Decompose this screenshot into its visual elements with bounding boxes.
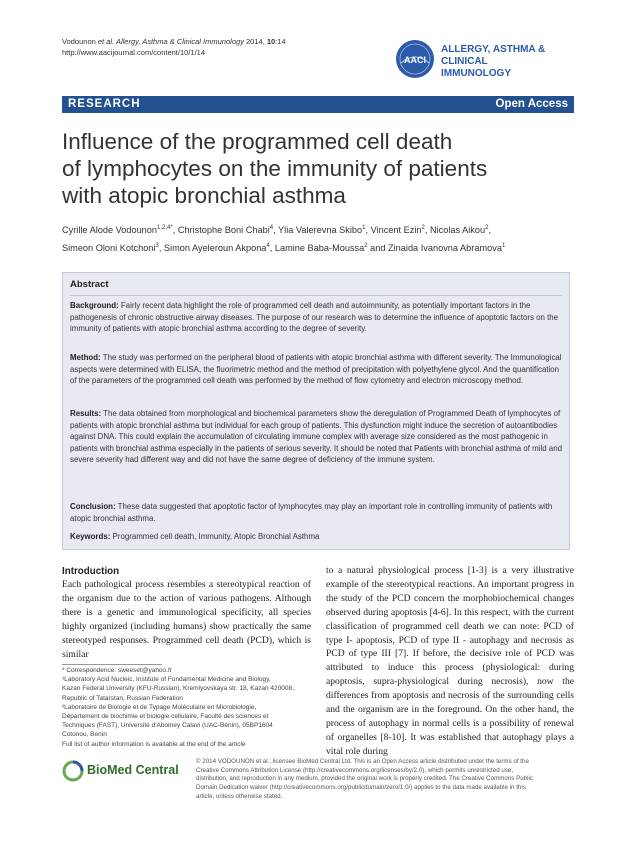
license-line-1: © 2014 VODOUNON et al.; licensee BioMed Central Ltd. This is an Open Access article distributed under the terms of the bbox=[196, 758, 529, 765]
author-info-note: Full list of author information is available at the end of the article bbox=[62, 740, 246, 748]
conclusion-text: These data suggested that apoptotic factor of lymphocytes may play an important role in controlling immunity of patients with atopic bronchial asthma. bbox=[70, 502, 553, 523]
author-separator: , bbox=[273, 225, 279, 236]
author-name: Zinaida Ivanovna Abramova bbox=[388, 243, 502, 254]
introduction-right-column: to a natural physiological process [1-3] is a very illustrative example of the stereotypical reactions. An important progress in the study of the PCD concern the morphobiochemical changes observed during apoptosis [4-6]. In this respect, with the current classification of programmed cell death we can note: PCD of type I- apoptosis, PCD of type II - autophagy and necrosis as PCD of type III [7]. If before, the decisive role of PCD was attributed to induce this process (physiological: during apoptosis, supra-physiological during necrosis), now the differences from apoptosis and necrosis of the surrounding cells and the organism are in the foreground. On the other hand, the process of autophagy in normal cells is a possibility of renewal of organelles [8-10]. It was established that autophagy plays a vital role during bbox=[326, 565, 574, 757]
results-text: The data obtained from morphological and biochemical parameters show the deregulation of Programmed Death of lymphocytes of patients with atopic bronchial asthma but individual for each group of patients. This dysfunction might induce the secretion of autoantibodies against DNA. This could explain the accumulation of circulating immune complex with average size considered as the most pathogenic in patients with bronchial asthma especially in the patients of serious severity. It should be noted that Patients with bronchial asthma of mild and severe severity had different way and did not have the same degree of deficiency of the immune system. bbox=[70, 409, 562, 465]
citation-etal: et al. bbox=[97, 37, 115, 46]
citation-year: 2014, bbox=[243, 37, 267, 46]
title-line-2: of lymphocytes on the immunity of patients bbox=[62, 156, 488, 181]
citation-line bbox=[62, 37, 392, 47]
results-label: Results: bbox=[70, 409, 102, 418]
abstract-box bbox=[62, 272, 570, 550]
journal-name-line1: ALLERGY, ASTHMA & CLINICAL bbox=[441, 44, 546, 67]
background-text: Fairly recent data highlight the role of programmed cell death and autoimmunity, as potentially important factors in the pathogenesis of chronic obstructive airway diseases. The purpose of our research was to determine the influence of apoptotic factors on the immunity of patients with atopic bronchial asthma according to the degree of severity. bbox=[70, 301, 559, 334]
author-affiliation: 2 bbox=[421, 225, 425, 231]
author-name: Simon Ayeleroun Akpona bbox=[163, 243, 267, 254]
author-separator: , bbox=[488, 225, 492, 236]
journal-logo bbox=[395, 39, 435, 79]
keywords-label: Keywords: bbox=[70, 532, 111, 541]
conclusion-label: Conclusion: bbox=[70, 502, 116, 511]
license-line-3: distribution, and reproduction in any medium, provided the original work is properly credited. The Creative Commons Public bbox=[196, 775, 533, 783]
abstract-heading: Abstract bbox=[70, 279, 109, 290]
author-name: Simeon Oloni Kotchoni bbox=[62, 243, 156, 254]
author-affiliation: 1 bbox=[501, 243, 506, 250]
publisher-logo bbox=[62, 760, 192, 782]
author-name: Christophe Boni Chabi bbox=[177, 225, 270, 236]
abstract-keywords bbox=[70, 531, 563, 543]
author-name: Nicolas Aikou bbox=[429, 225, 486, 236]
affiliation-2-line-2: Département de biochimie et biologie cellulaire, Faculté des sciences et bbox=[62, 713, 269, 721]
keywords-text: Programmed cell death, Immunity, Atopic Bronchial Asthma bbox=[112, 532, 320, 541]
abstract-divider bbox=[70, 295, 562, 296]
author-separator: , bbox=[365, 225, 371, 236]
article-title bbox=[62, 128, 582, 209]
author-affiliation: 2 bbox=[485, 225, 489, 231]
author-line-2 bbox=[62, 238, 582, 256]
author-affiliation: 1,2,4* bbox=[157, 225, 173, 231]
author-separator: , bbox=[172, 225, 178, 236]
introduction-heading: Introduction bbox=[62, 566, 120, 577]
author-name: Ylia Valerevna Skibo bbox=[278, 225, 363, 236]
open-access-label: Open Access bbox=[495, 98, 568, 110]
publisher-name: BioMed Central bbox=[87, 763, 179, 777]
affiliation-2-line-3: Techniques (FAST), Université d'Abomey Calavi (UAC-Bénin), 05BP1604 bbox=[62, 722, 273, 730]
author-separator: and bbox=[367, 243, 389, 254]
title-line-3: with atopic bronchial asthma bbox=[62, 183, 346, 208]
license-line-4: Domain Dedication waiver (http://creativecommons.org/publicdomain/zero/1.0/) applies to the data made available in this bbox=[196, 784, 526, 792]
author-affiliation: 4 bbox=[269, 225, 274, 231]
author-affiliation: 2 bbox=[364, 243, 368, 250]
abstract-results bbox=[70, 408, 563, 466]
journal-name bbox=[441, 44, 591, 80]
footnotes bbox=[62, 666, 317, 749]
biomed-central-icon bbox=[62, 760, 84, 782]
author-name: Lamine Baba-Moussa bbox=[274, 243, 365, 254]
abstract-method bbox=[70, 352, 563, 387]
author-list bbox=[62, 220, 582, 256]
citation-authors: Vodounon bbox=[62, 37, 98, 46]
affiliation-1-line-2: Kazan Federal University (KFU-Russian), Kremlyovskaya str. 18, Kazan 420008, bbox=[62, 685, 294, 693]
journal-logo-text: AACI bbox=[404, 55, 426, 65]
journal-name-line2: IMMUNOLOGY bbox=[441, 68, 511, 79]
citation-volume: 10 bbox=[266, 37, 276, 46]
author-separator: , bbox=[158, 243, 164, 254]
license-line-5: article, unless otherwise stated. bbox=[196, 792, 283, 800]
author-affiliation: 3 bbox=[155, 243, 159, 250]
introduction-left-column: Each pathological process resembles a stereotypical reaction of the organism due to the action of various pathogens. Although there is a genetic and immunological specificity, all species highly organized (including humans) show practically the same stereotyped responses. Programmed cell death (PCD), which is similar bbox=[62, 579, 311, 660]
license-text bbox=[196, 758, 576, 802]
affiliation-1-line-1: ¹Laboratory Acid Nucleic, Institute of Fundamental Medicine and Biology, bbox=[62, 676, 271, 684]
citation-journal: Allergy, Asthma & Clinical Immunology bbox=[114, 37, 244, 46]
author-affiliation: 4 bbox=[266, 243, 270, 250]
affiliation-2-line-4: Cotonou, Benin bbox=[62, 731, 107, 739]
abstract-background bbox=[70, 300, 563, 335]
title-line-1: Influence of the programmed cell death bbox=[62, 129, 453, 154]
citation-issue: :14 bbox=[275, 37, 286, 46]
author-line-1 bbox=[62, 220, 582, 238]
affiliation-1-line-3: Republic of Tatarstan, Russian Federation bbox=[62, 694, 183, 702]
abstract-conclusion bbox=[70, 501, 563, 524]
article-type-label: RESEARCH bbox=[68, 98, 141, 110]
affiliation-2-line-1: ²Laboratoire de Biologie et de Typage Moléculaire en Microbiologie, bbox=[62, 703, 257, 711]
article-url[interactable]: http://www.aacijournal.com/content/10/1/14 bbox=[62, 48, 205, 57]
article-type-banner bbox=[62, 96, 574, 113]
journal-logo-icon bbox=[395, 39, 435, 79]
author-separator: , bbox=[424, 225, 430, 236]
author-affiliation: 1 bbox=[362, 225, 366, 231]
method-label: Method: bbox=[70, 353, 101, 362]
background-label: Background: bbox=[70, 301, 119, 310]
correspondence-note: * Correspondence: sweeset@yahoo.fr bbox=[62, 667, 172, 674]
footnote-divider bbox=[62, 664, 162, 665]
author-name: Cyrille Alode Vodounon bbox=[62, 225, 158, 236]
license-line-2: Creative Commons Attribution License (http://creativecommons.org/licenses/by/2.0), which permits unrestricted use, bbox=[196, 766, 514, 774]
author-name: Vincent Ezin bbox=[370, 225, 422, 236]
author-separator: , bbox=[269, 243, 275, 254]
method-text: The study was performed on the peripheral blood of patients with atopic bronchial asthma with different severity. The Immunological aspects were determined with ELISA, the fluorimetric method and the method of precipitation with polyethylene glycol. And the quantification of the parameters of the programmed cell death was performed by the method of flow cytometry and electron microscopy method. bbox=[70, 353, 562, 386]
